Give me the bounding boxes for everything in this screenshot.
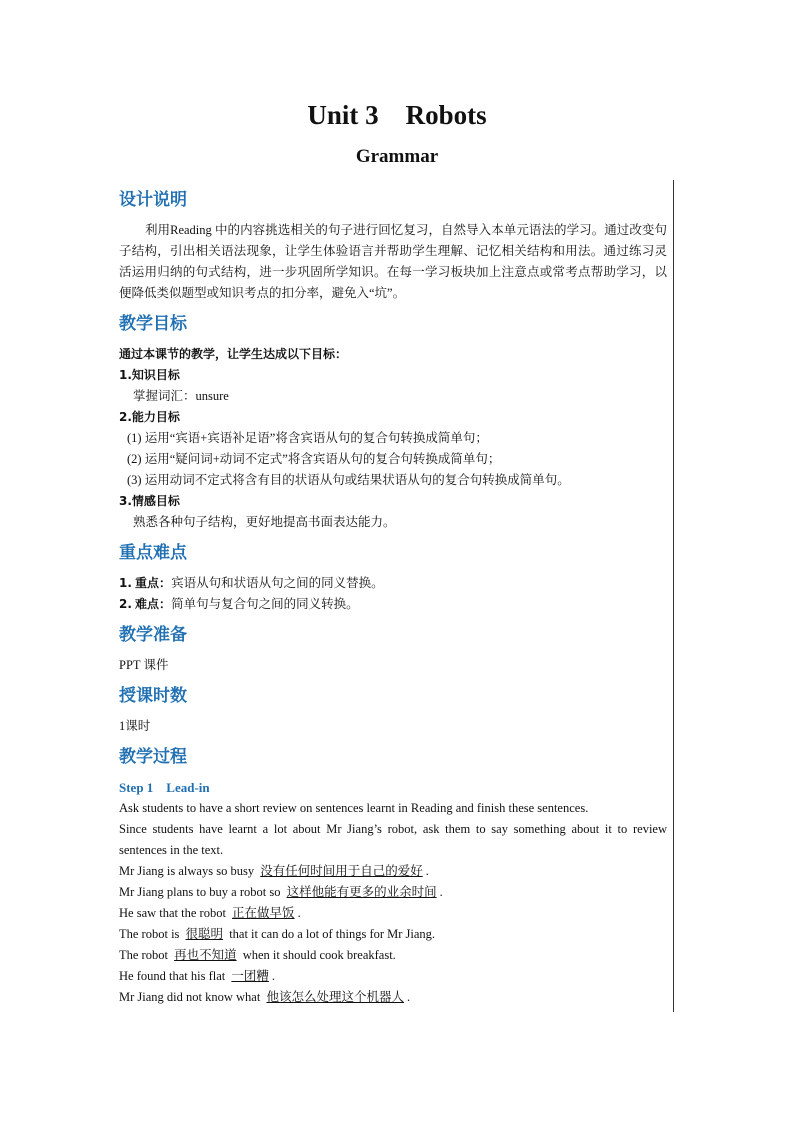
sentence-stem: He found that his flat [119,969,229,983]
sentence-stem: Mr Jiang is always so busy [119,864,258,878]
knowledge-title: 1.知识目标 [119,368,180,382]
answer-blank: 没有任何时间用于自己的爱好 [260,864,423,878]
sentence-stem: Mr Jiang did not know what [119,990,264,1004]
answer-blank: 他该怎么处理这个机器人 [266,990,404,1004]
sentence-end: . [406,990,411,1004]
key-point-number: 1. [119,576,132,590]
sentence-stem: He saw that the robot [119,906,230,920]
step1-title: Step 1 Lead-in [119,780,210,795]
ability-title: 2.能力目标 [119,410,180,424]
answer-blank: 这样他能有更多的业余时间 [286,885,437,899]
emotion-text: 熟悉各种句子结构，更好地提高书面表达能力。 [133,515,396,529]
difficult-point-item [119,594,667,615]
time-text: 1课时 [119,719,151,733]
exercise-sentence [119,924,667,945]
sentence-end: . [439,885,443,899]
goals-intro: 通过本课节的教学，让学生达成以下目标： [119,347,348,361]
exercise-sentence [119,987,667,1008]
sentence-stem: The robot [119,948,172,962]
difficult-point-label: 难点： [135,597,172,611]
answer-blank: 很聪明 [185,927,224,941]
ability-item: (2) 运用“疑问词+动词不定式”将含宾语从句的复合句转换成简单句； [127,452,501,466]
prep-heading: 教学准备 [119,625,187,645]
sentence-end: . [297,906,301,920]
lesson-plan-body [119,186,667,1008]
key-point-item [119,573,667,594]
key-point-label: 重点： [135,576,172,590]
sentence-end: . [271,969,275,983]
ability-item: (3) 运用动词不定式将含有目的状语从句或结果状语从句的复合句转换成简单句。 [127,473,570,487]
knowledge-text: 掌握词汇：unsure [133,389,229,403]
key-points-heading: 重点难点 [119,543,187,563]
difficult-point-number: 2. [119,597,132,611]
answer-blank: 再也不知道 [174,948,237,962]
exercise-sentence [119,903,667,924]
sentence-end: . [425,864,429,878]
answer-blank: 一团糟 [231,969,269,983]
sentence-end: when it should cook breakfast. [239,948,396,962]
sentence-stem: Mr Jiang plans to buy a robot so [119,885,284,899]
process-heading: 教学过程 [119,747,187,767]
exercise-sentence [119,882,667,903]
exercise-sentence [119,945,667,966]
ability-item: (1) 运用“宾语+宾语补足语”将含宾语从句的复合句转换成简单句； [127,431,488,445]
exercise-sentence [119,861,667,882]
document-title: Unit 3 Robots [307,100,487,130]
sentence-end: that it can do a lot of things for Mr Jiang. [226,927,436,941]
design-text: 利用Reading 中的内容挑选相关的句子进行回忆复习，自然导入本单元语法的学习。通过改变句子结构，引出相关语法现象，让学生体验语言并帮助学生理解、记忆相关结构和用法。通过练习灵活运用归纳的句式结构，进一步巩固所学知识。在每一学习板块加上注意点或常考点帮助学习，以便降低类似题型或知识考点的扣分率，避免入“坑”。 [119,223,667,300]
exercise-sentence [119,966,667,987]
prep-text: PPT 课件 [119,658,169,672]
document-subtitle: Grammar [355,146,439,167]
sentence-stem: The robot is [119,927,183,941]
key-point-text: 宾语从句和状语从句之间的同义替换。 [171,576,384,590]
answer-blank: 正在做早饭 [232,906,295,920]
difficult-point-text: 简单句与复合句之间的同义转换。 [171,597,359,611]
emotion-title: 3.情感目标 [119,494,180,508]
design-heading: 设计说明 [119,190,187,210]
process-intro: Since students have learnt a lot about Mr Jiang’s robot, ask them to say something about it to review sentences in the text. [119,822,667,857]
goals-heading: 教学目标 [119,314,187,334]
time-heading: 授课时数 [119,686,187,706]
process-intro: Ask students to have a short review on sentences learnt in Reading and finish these sentences. [119,801,589,815]
table-border-line [673,180,674,1012]
